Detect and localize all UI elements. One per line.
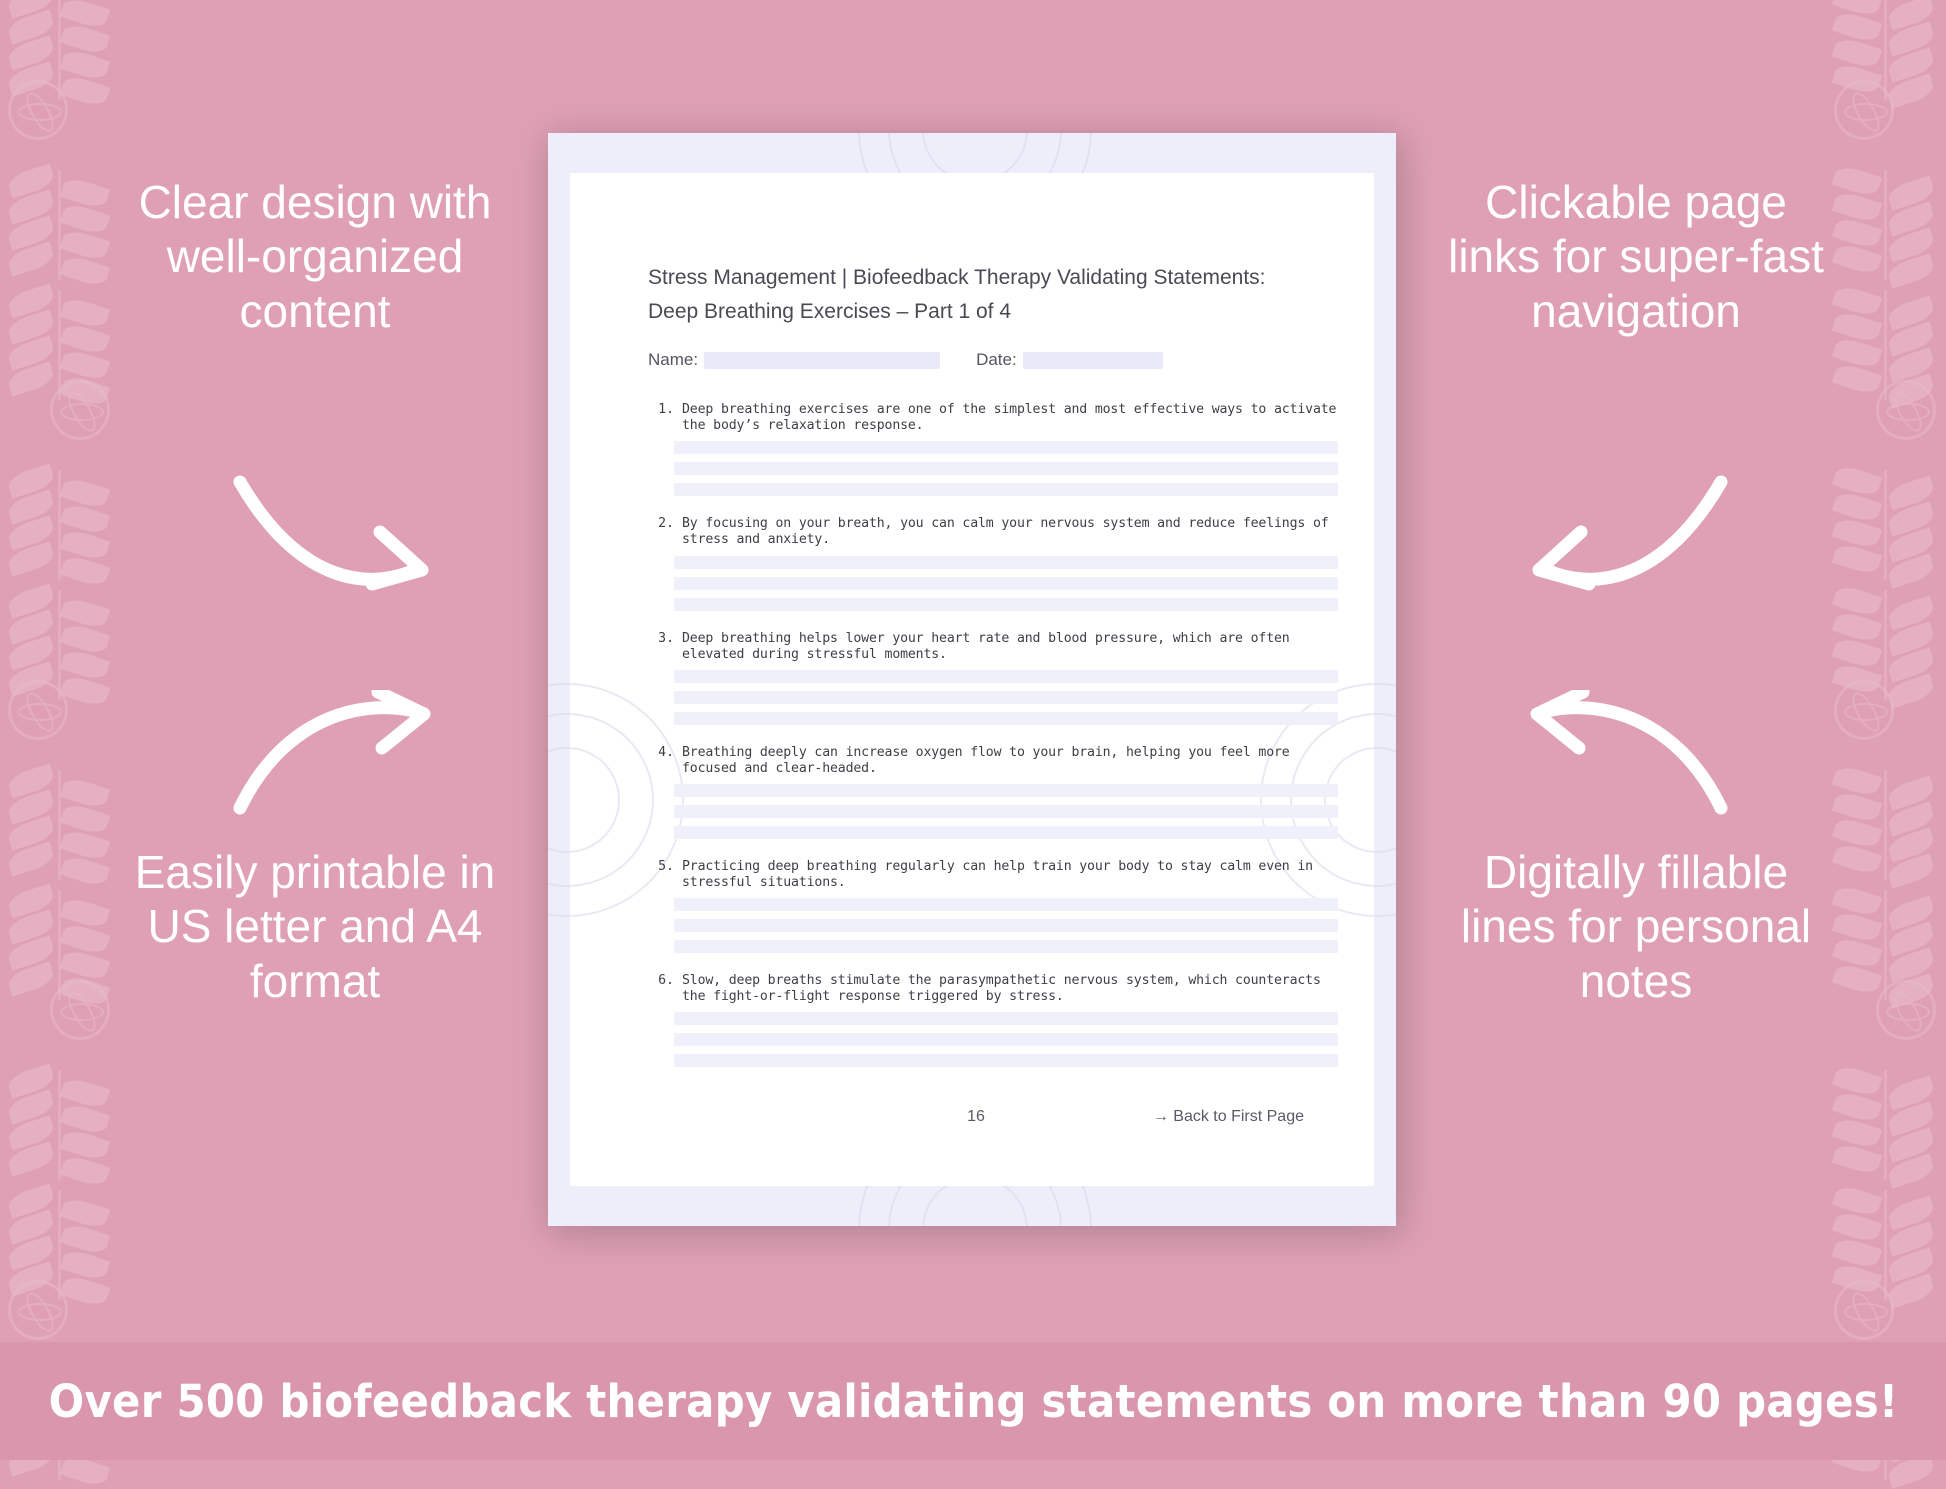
statement-text: Breathing deeply can increase oxygen flow to your brain, helping you feel more focused and clear-headed.: [682, 744, 1290, 776]
arrow-bottom-left-icon: [230, 690, 440, 820]
statement-number: 4.: [658, 744, 674, 760]
statement-number: 5.: [658, 858, 674, 874]
statement-text: By focusing on your breath, you can calm your nervous system and reduce feelings of stress and anxiety.: [682, 516, 1329, 548]
date-label: Date:: [976, 350, 1017, 370]
statement-item: [648, 516, 1338, 610]
fillable-line[interactable]: [674, 462, 1338, 475]
fillable-line[interactable]: [674, 898, 1338, 911]
bottom-banner: [0, 1342, 1946, 1460]
name-label: Name:: [648, 350, 699, 370]
fillable-lines: [674, 556, 1338, 611]
statement-number: 6.: [658, 973, 674, 989]
fillable-lines: [674, 441, 1338, 496]
back-to-first-page-link[interactable]: → Back to First Page: [1152, 1108, 1304, 1125]
page-number: 16: [967, 1108, 985, 1125]
fillable-line[interactable]: [674, 577, 1338, 590]
worksheet-footer: [648, 1108, 1304, 1126]
worksheet-page-inner: [570, 173, 1374, 1186]
fillable-line[interactable]: [674, 1012, 1338, 1025]
statement-head: [648, 516, 1338, 548]
fillable-line[interactable]: [674, 483, 1338, 496]
worksheet-content: [648, 261, 1338, 1087]
fillable-line[interactable]: [674, 1054, 1338, 1067]
fillable-line[interactable]: [674, 826, 1338, 839]
fillable-lines: [674, 898, 1338, 953]
statement-head: [648, 973, 1338, 1005]
statement-text: Practicing deep breathing regularly can help train your body to stay calm even in stressful situations.: [682, 858, 1313, 891]
fillable-line[interactable]: [674, 556, 1338, 569]
statement-number: 2.: [658, 516, 674, 532]
fillable-line[interactable]: [674, 805, 1338, 818]
fillable-line[interactable]: [674, 670, 1338, 683]
decorative-border-left: [0, 0, 120, 1460]
fillable-lines: [674, 1012, 1338, 1067]
worksheet-title: [648, 261, 1338, 328]
statement-item: [648, 631, 1338, 725]
statement-head: [648, 745, 1338, 777]
arrow-top-right-icon: [1521, 470, 1731, 600]
statement-head: [648, 402, 1338, 434]
fillable-lines: [674, 670, 1338, 725]
statement-head: [648, 859, 1338, 891]
worksheet-title-line2: Deep Breathing Exercises – Part 1 of 4: [648, 299, 1012, 323]
fillable-line[interactable]: [674, 919, 1338, 932]
statement-item: [648, 859, 1338, 953]
caption-clickable-links: Clickable page links for super-fast navigation: [1448, 176, 1824, 337]
statement-item: [648, 745, 1338, 839]
caption-easily-printable: Easily printable in US letter and A4 format: [134, 846, 496, 1007]
arrow-top-left-icon: [230, 470, 440, 600]
fillable-line[interactable]: [674, 598, 1338, 611]
statement-text: Deep breathing helps lower your heart rate and blood pressure, which are often elevated during stressful moments.: [682, 630, 1290, 662]
statement-text: Deep breathing exercises are one of the simplest and most effective ways to activate the body’s relaxation response.: [682, 402, 1337, 434]
date-input[interactable]: [1023, 352, 1163, 369]
caption-clear-design: Clear design with well-organized content: [138, 176, 492, 337]
name-date-row: [648, 350, 1338, 370]
bottom-banner-text: Over 500 biofeedback therapy validating statements on more than 90 pages!: [48, 1374, 1898, 1428]
statement-number: 1.: [658, 402, 674, 418]
statement-number: 3.: [658, 630, 674, 646]
fillable-lines: [674, 784, 1338, 839]
name-input[interactable]: [704, 352, 940, 369]
decorative-border-right: [1826, 0, 1946, 1460]
statement-text: Slow, deep breaths stimulate the parasympathetic nervous system, which counteracts the fight-or-flight response triggered by stress.: [682, 973, 1321, 1005]
fillable-line[interactable]: [674, 691, 1338, 704]
worksheet-title-line1: Stress Management | Biofeedback Therapy Validating Statements:: [648, 266, 1266, 289]
fillable-line[interactable]: [674, 940, 1338, 953]
fillable-line[interactable]: [674, 1033, 1338, 1046]
fillable-line[interactable]: [674, 441, 1338, 454]
worksheet-page: [548, 133, 1396, 1226]
statement-item: [648, 402, 1338, 496]
statement-item: [648, 973, 1338, 1067]
arrow-bottom-right-icon: [1521, 690, 1731, 820]
fillable-line[interactable]: [674, 784, 1338, 797]
fillable-line[interactable]: [674, 712, 1338, 725]
statement-list: [648, 402, 1338, 1067]
caption-fillable-lines: Digitally fillable lines for personal notes: [1460, 846, 1812, 1007]
statement-head: [648, 631, 1338, 663]
